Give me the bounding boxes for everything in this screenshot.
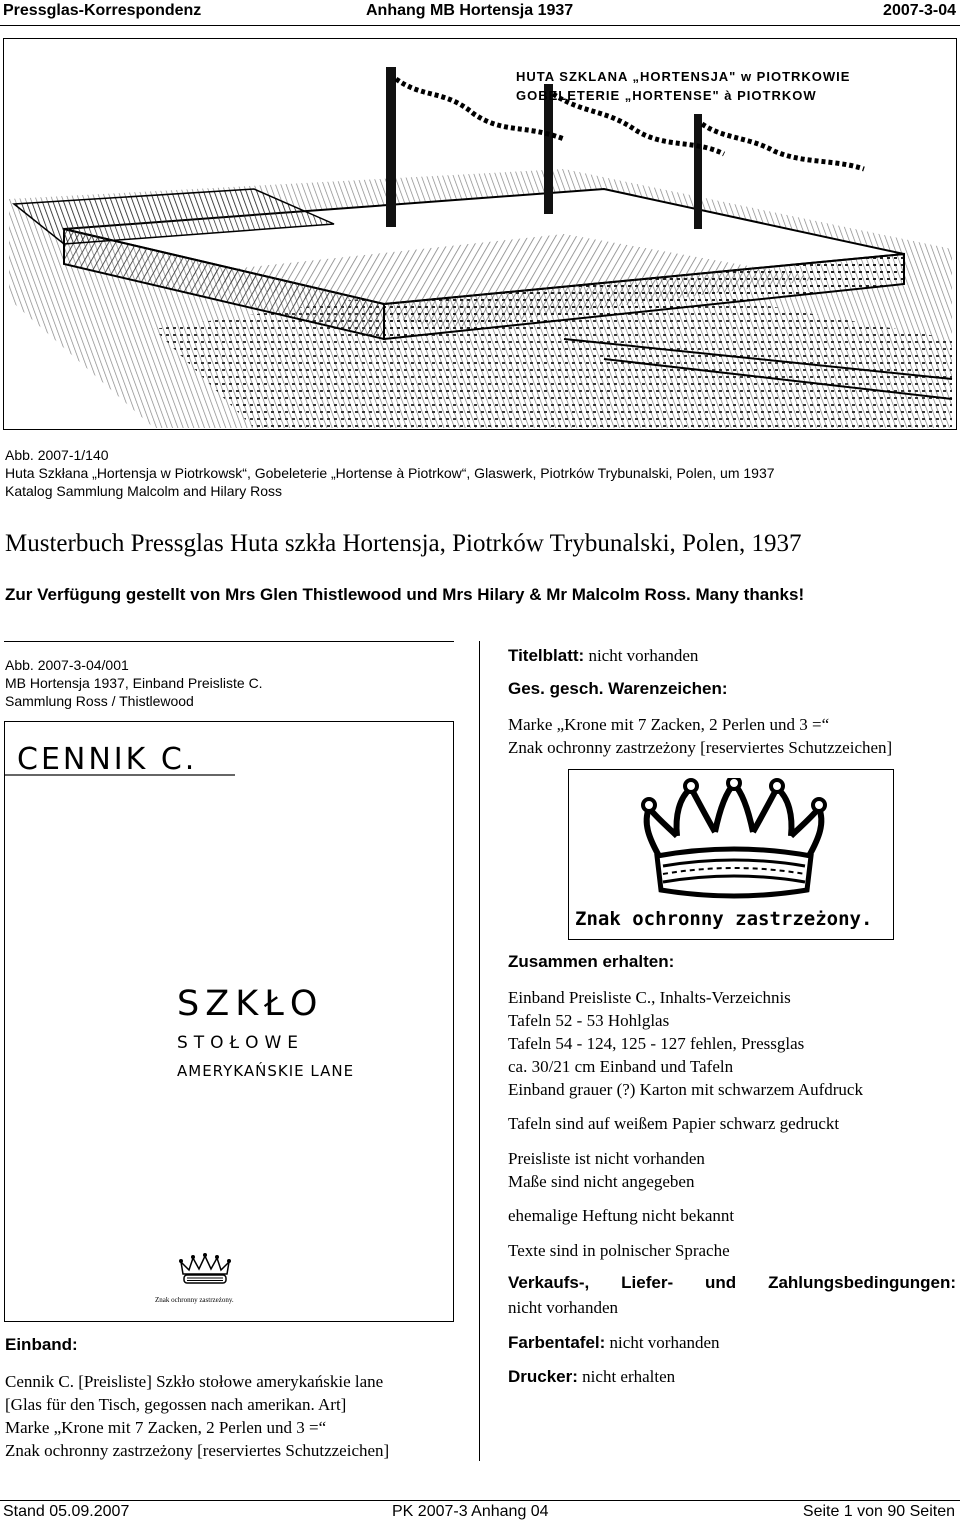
marke-line-2: Znak ochronny zastrzeżony [reserviertes Schutzzeichen]	[508, 738, 893, 757]
crown-icon	[629, 778, 839, 906]
factory-drawing	[4, 39, 955, 428]
preisliste-line-2: Maße sind nicht angegeben	[508, 1172, 695, 1191]
page-subtitle: Zur Verfügung gestellt von Mrs Glen Thistlewood und Mrs Hilary & Mr Malcolm Ross. Many thanks!	[5, 585, 805, 604]
cover-word-1: SZKŁO	[177, 984, 324, 1024]
crown-trademark-text: Znak ochronny zastrzeżony.	[575, 908, 873, 930]
farbentafel-label: Farbentafel:	[508, 1333, 606, 1352]
header-rule	[0, 25, 960, 26]
einband-line-4: Znak ochronny zastrzeżony [reserviertes Schutzzeichen]	[5, 1441, 390, 1460]
marke-text	[508, 713, 958, 759]
cover-title: CENNIK C.	[17, 742, 198, 777]
sprache-note: Texte sind in polnischer Sprache	[508, 1241, 730, 1260]
zusammen-item-2: Tafeln 52 - 53 Hohlglas	[508, 1011, 670, 1030]
figure-1-caption	[5, 446, 955, 500]
footer-rule	[0, 1500, 960, 1501]
verkauf-label: Verkaufs-, Liefer- und Zahlungsbedingungen:	[508, 1273, 956, 1292]
factory-illustration	[3, 38, 957, 430]
page-header	[0, 0, 960, 26]
drucker-value: nicht erhalten	[577, 1367, 676, 1386]
drucker-row	[508, 1365, 675, 1388]
einband-text	[5, 1370, 475, 1462]
heftung-note: ehemalige Heftung nicht bekannt	[508, 1206, 735, 1225]
titelblatt-label: Titelblatt:	[508, 646, 585, 665]
crown-trademark-image	[568, 769, 894, 940]
cover-title-underline	[5, 774, 235, 776]
titelblatt-value: nicht vorhanden	[584, 646, 699, 665]
figure-2-description: MB Hortensja 1937, Einband Preisliste C.	[5, 675, 263, 691]
farbentafel-value: nicht vorhanden	[605, 1333, 720, 1352]
footer-center: PK 2007-3 Anhang 04	[392, 1503, 549, 1520]
preisliste-line-1: Preisliste ist nicht vorhanden	[508, 1149, 705, 1168]
header-left: Pressglas-Korrespondenz	[3, 2, 202, 19]
einband-line-2: [Glas für den Tisch, gegossen nach amerikan. Art]	[5, 1395, 347, 1414]
footer-left: Stand 05.09.2007	[3, 1503, 130, 1520]
zusammen-list	[508, 986, 958, 1101]
header-center: Anhang MB Hortensja 1937	[366, 2, 574, 19]
left-column-rule	[4, 641, 454, 642]
cover-word-2: STOŁOWE	[177, 1033, 305, 1053]
small-crown-icon	[175, 1252, 235, 1292]
zusammen-item-4: ca. 30/21 cm Einband und Tafeln	[508, 1057, 734, 1076]
drucker-label: Drucker:	[508, 1367, 578, 1386]
tafeln-note: Tafeln sind auf weißem Papier schwarz gedruckt	[508, 1114, 840, 1133]
cover-image	[4, 721, 454, 1322]
figure-2-caption	[5, 656, 455, 710]
farbentafel-row	[508, 1331, 720, 1354]
zusammen-item-1: Einband Preisliste C., Inhalts-Verzeichnis	[508, 988, 791, 1007]
figure-1-description: Huta Szkłana „Hortensja w Piotrkowsk“, Gobeleterie „Hortense à Piotrkow“, Glaswerk, Piotrków Trybunalski, Polen, um 1937	[5, 465, 775, 481]
titelblatt-row	[508, 644, 698, 667]
zusammen-item-5: Einband grauer (?) Karton mit schwarzem Aufdruck	[508, 1080, 863, 1099]
header-right: 2007-3-04	[883, 2, 956, 19]
zusammen-label: Zusammen erhalten:	[508, 952, 675, 971]
cover-mark-text: Znak ochronny zastrzeżony.	[155, 1296, 234, 1304]
page-title: Musterbuch Pressglas Huta szkła Hortensja, Piotrków Trybunalski, Polen, 1937	[5, 530, 802, 557]
footer-right: Seite 1 von 90 Seiten	[802, 1503, 955, 1520]
factory-caption-1: HUTA SZKLANA „HORTENSJA" w PIOTRKOWIE	[516, 69, 851, 84]
figure-2-source: Sammlung Ross / Thistlewood	[5, 693, 194, 709]
figure-2-number: Abb. 2007-3-04/001	[5, 657, 129, 673]
einband-line-3: Marke „Krone mit 7 Zacken, 2 Perlen und 3 =“	[5, 1418, 327, 1437]
warenzeichen-label: Ges. gesch. Warenzeichen:	[508, 679, 728, 698]
zusammen-item-3: Tafeln 54 - 124, 125 - 127 fehlen, Pressglas	[508, 1034, 805, 1053]
marke-line-1: Marke „Krone mit 7 Zacken, 2 Perlen und 3 =“	[508, 715, 830, 734]
cover-word-3: AMERYKAŃSKIE LANE	[177, 1062, 355, 1080]
figure-1-source: Katalog Sammlung Malcolm and Hilary Ross	[5, 483, 282, 499]
einband-label: Einband:	[5, 1335, 78, 1354]
column-divider	[479, 641, 480, 1461]
einband-line-1: Cennik C. [Preisliste] Szkło stołowe amerykańskie lane	[5, 1372, 384, 1391]
figure-1-number: Abb. 2007-1/140	[5, 447, 109, 463]
preisliste-note	[508, 1147, 705, 1193]
verkauf-value: nicht vorhanden	[508, 1298, 618, 1317]
factory-caption-2: GOBELETERIE „HORTENSE" à PIOTRKOW	[516, 88, 817, 103]
